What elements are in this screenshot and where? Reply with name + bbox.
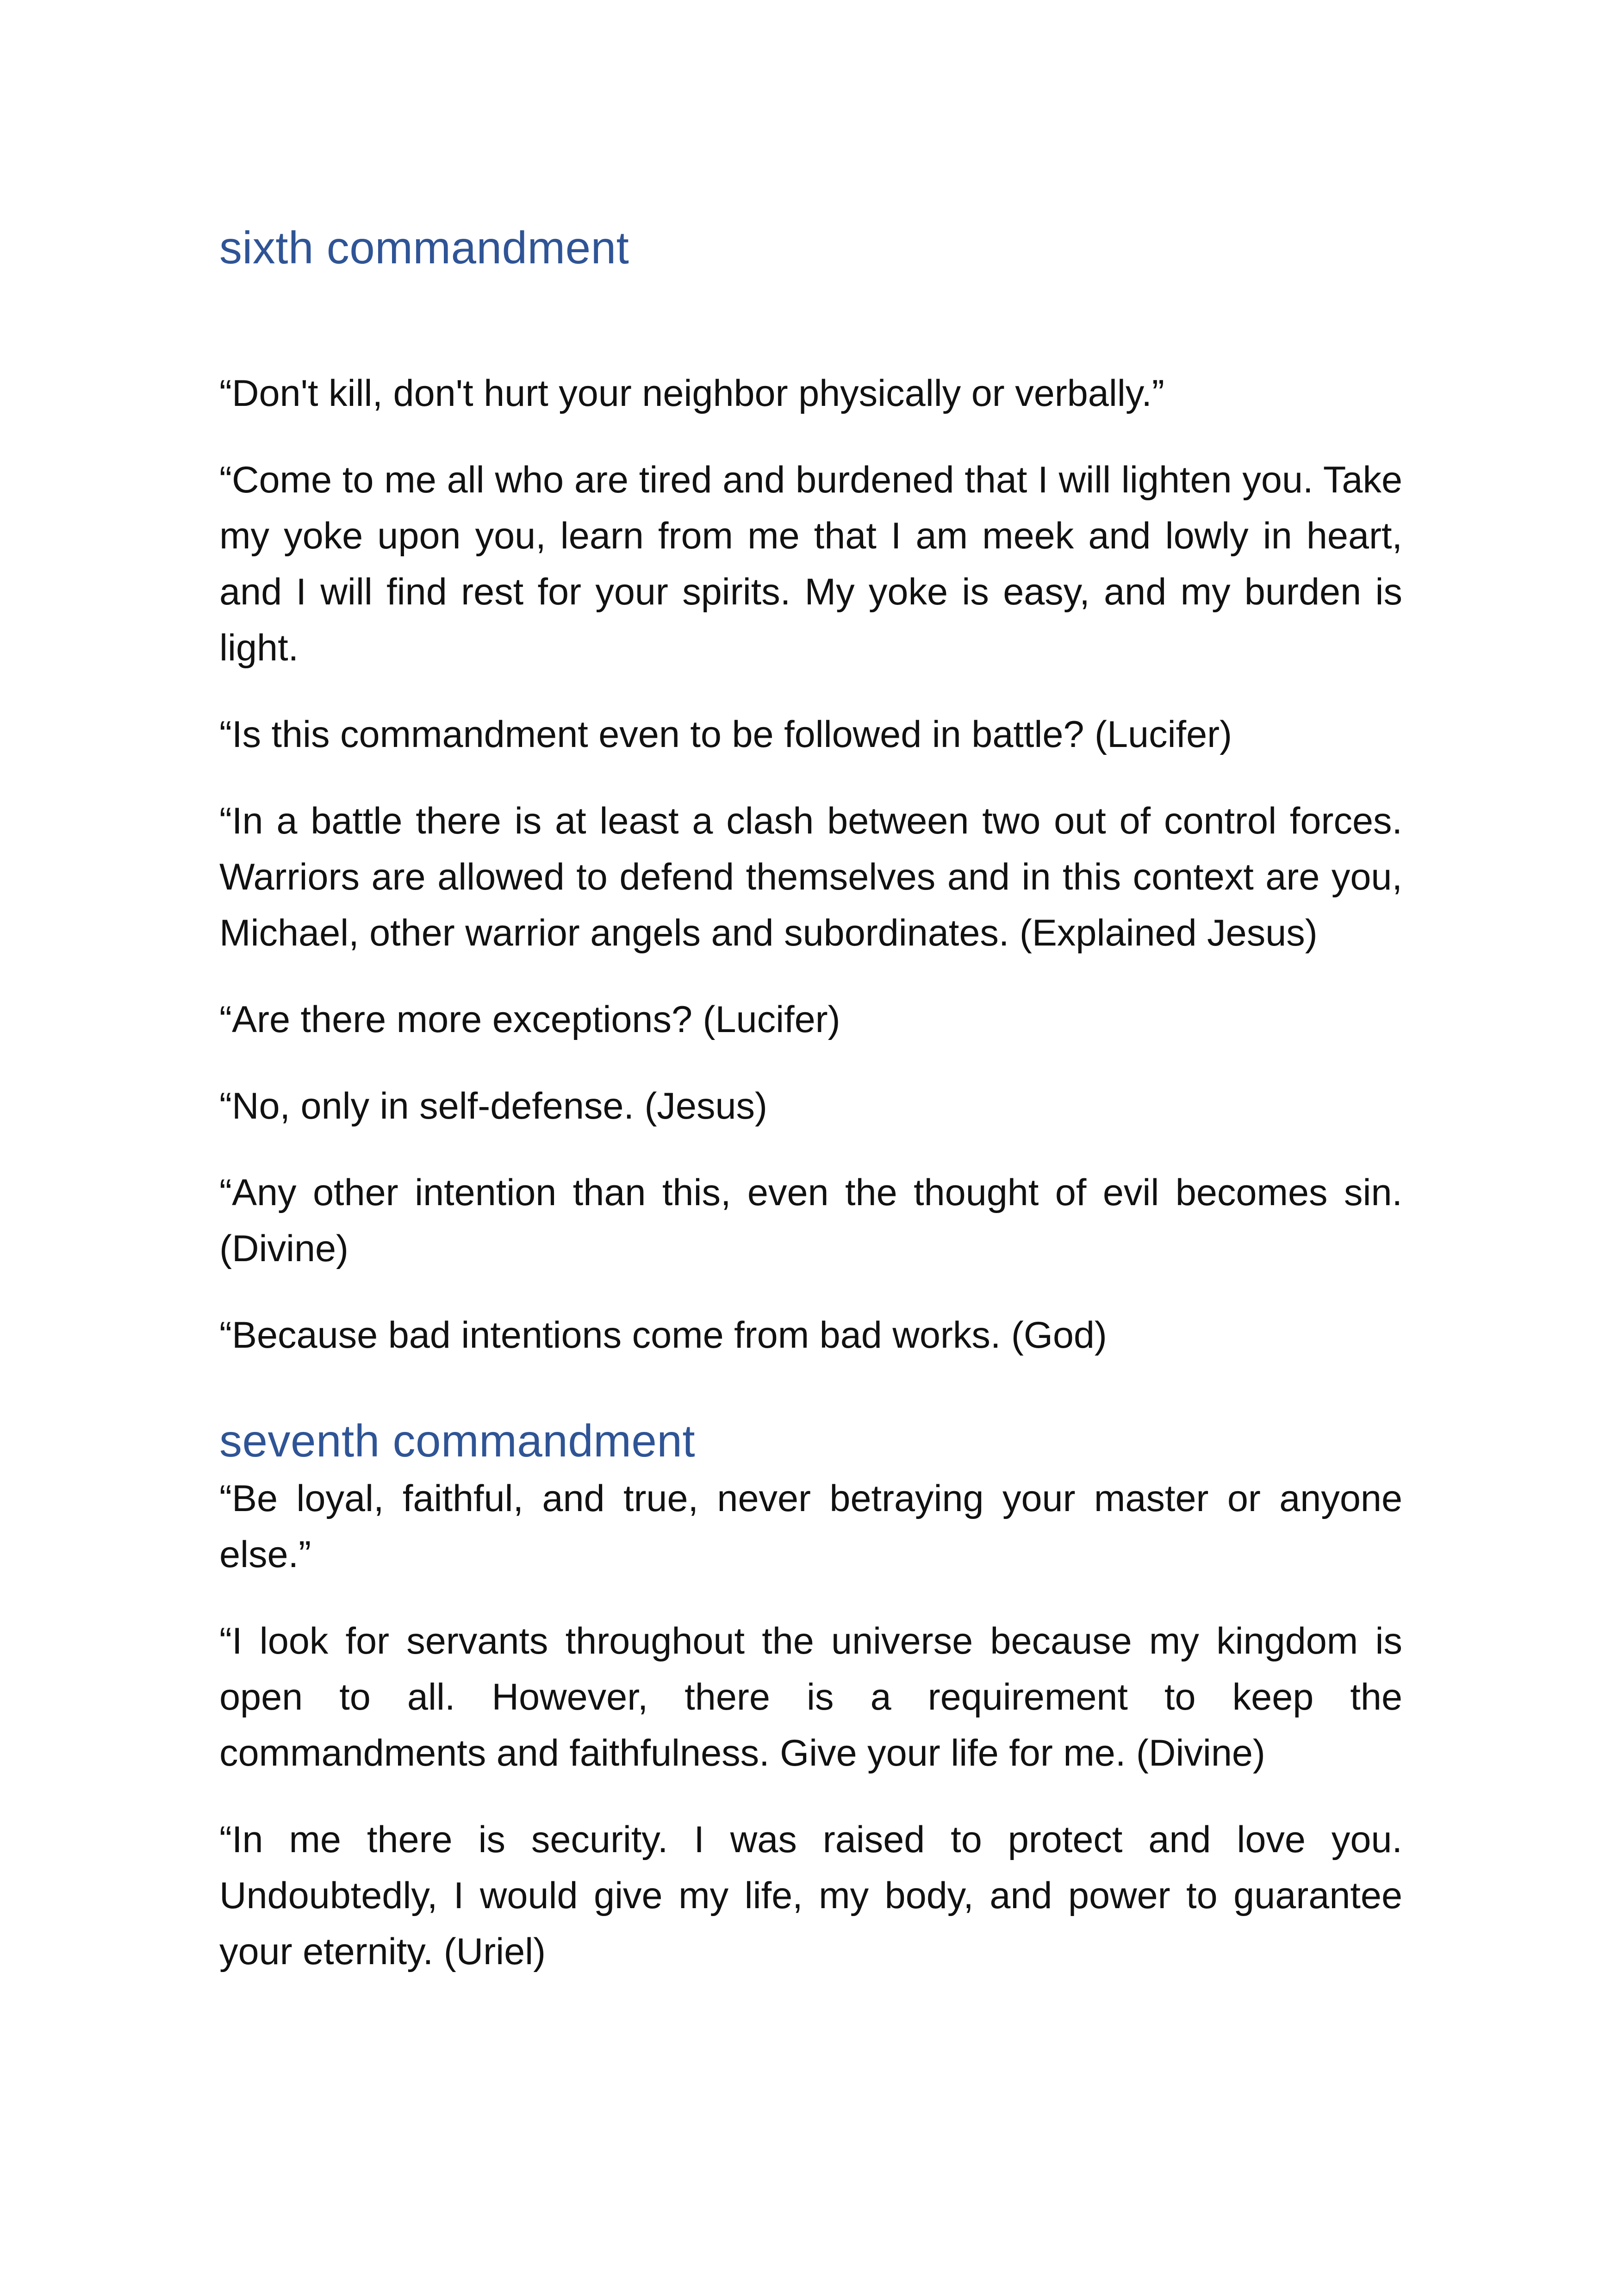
paragraph: “Because bad intentions come from bad works. (God) — [219, 1314, 1107, 1356]
paragraph: “No, only in self-defense. (Jesus) — [219, 1085, 767, 1127]
paragraph: “Any other intention than this, even the thought of evil becomes sin. (Divine) — [219, 1172, 1402, 1269]
paragraph: “Are there more exceptions? (Lucifer) — [219, 999, 840, 1040]
paragraph: “Come to me all who are tired and burdened that I will lighten you. Take my yoke upon you, learn from me that I am meek and lowly in heart, and I will find rest for your spirits. My yoke is easy, and my burden is light. — [219, 459, 1402, 669]
document-page — [219, 218, 1402, 1980]
paragraph: “In me there is security. I was raised to protect and love you. Undoubtedly, I would give my life, my body, and power to guarantee your eternity. (Uriel) — [219, 1819, 1402, 1972]
paragraph: “Don't kill, don't hurt your neighbor physically or verbally.” — [219, 373, 1164, 414]
section-heading-seventh-commandment: seventh commandment — [219, 1415, 696, 1466]
paragraph: “Is this commandment even to be followed in battle? (Lucifer) — [219, 714, 1232, 755]
paragraph: “I look for servants throughout the universe because my kingdom is open to all. However, there is a requirement to keep the commandments and faithfulness. Give your life for me. (Divine) — [219, 1620, 1402, 1774]
section-heading-sixth-commandment: sixth commandment — [219, 222, 629, 273]
paragraph: “In a battle there is at least a clash between two out of control forces. Warriors are allowed to defend themselves and in this context are you, Michael, other warrior angels and subordinates. (Explained Jesus) — [219, 800, 1402, 954]
paragraph: “Be loyal, faithful, and true, never betraying your master or anyone else.” — [219, 1478, 1402, 1575]
